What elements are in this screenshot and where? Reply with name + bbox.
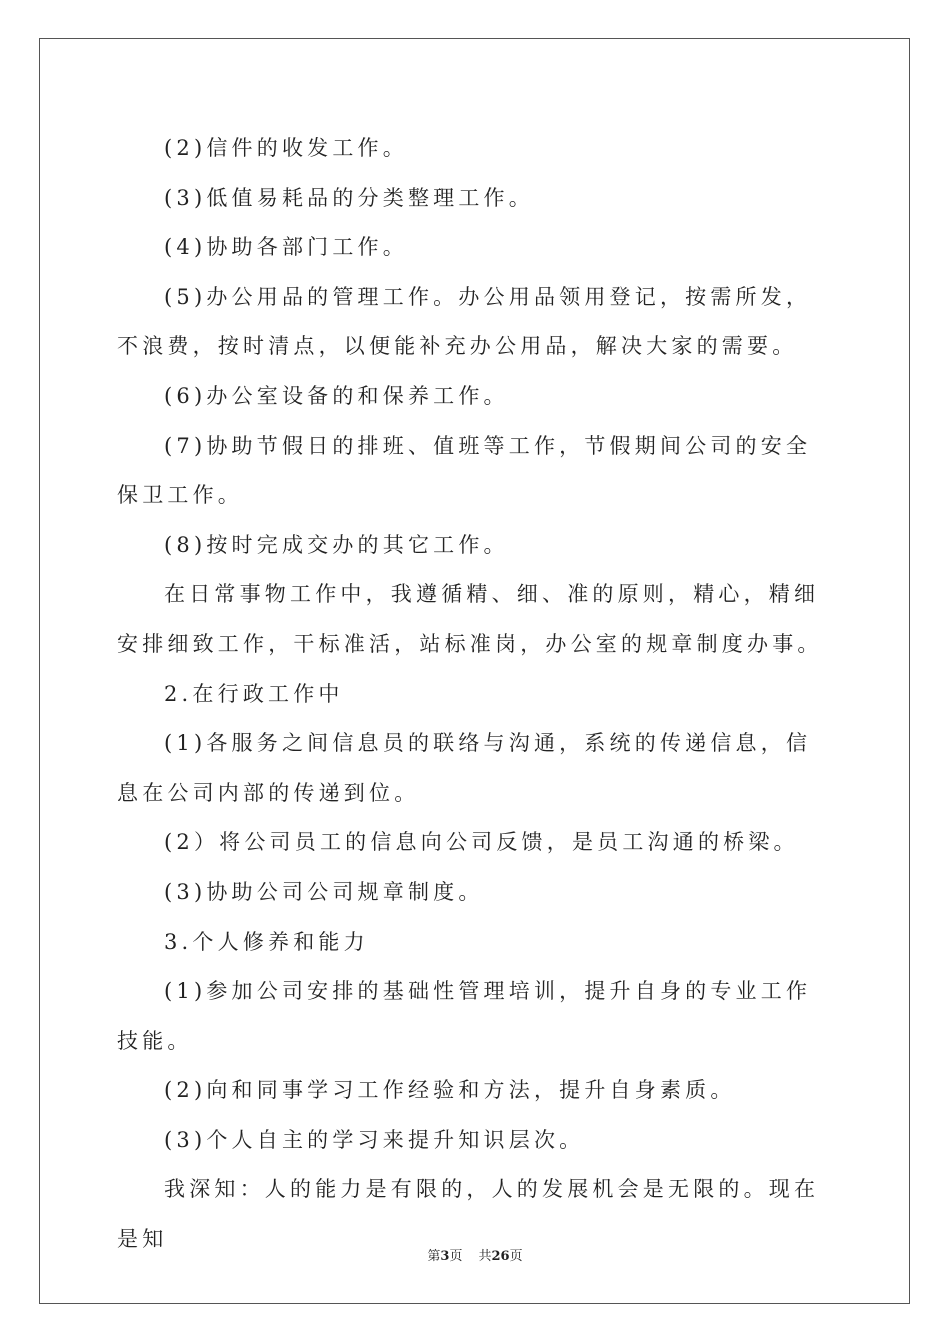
paragraph: (1)各服务之间信息员的联络与沟通，系统的传递信息，信息在公司内部的传递到位。 — [117, 731, 812, 805]
paragraph: (2)向和同事学习工作经验和方法，提升自身素质。 — [164, 1078, 736, 1103]
paragraph: (2）将公司员工的信息向公司反馈，是员工沟通的桥梁。 — [164, 830, 799, 855]
paragraph: 在日常事物工作中，我遵循精、细、准的原则，精心，精细安排细致工作，干标准活，站标准岗，办公室的规章制度办事。 — [117, 582, 823, 656]
paragraph: 我深知：人的能力是有限的，人的发展机会是无限的。现在是知 — [117, 1177, 820, 1252]
paragraph: (6)办公室设备的和保养工作。 — [164, 383, 509, 408]
paragraph: (8)按时完成交办的其它工作。 — [164, 532, 509, 557]
paragraph: (3)协助公司公司规章制度。 — [164, 879, 484, 904]
section-heading: 2.在行政工作中 — [164, 681, 344, 706]
document-body — [117, 124, 835, 1265]
paragraph: (4)协助各部门工作。 — [164, 235, 408, 260]
paragraph: (1)参加公司安排的基础性管理培训，提升自身的专业工作技能。 — [117, 979, 812, 1053]
total-suffix: 页 — [509, 1249, 523, 1264]
paragraph: (3)低值易耗品的分类整理工作。 — [164, 185, 534, 210]
page-suffix: 页 — [449, 1249, 463, 1264]
paragraph: (7)协助节假日的排班、值班等工作，节假期间公司的安全保卫工作。 — [117, 433, 812, 508]
page-number: 3 — [440, 1249, 450, 1264]
page-prefix: 第 — [427, 1249, 441, 1264]
paragraph: (3)个人自主的学习来提升知识层次。 — [164, 1127, 585, 1152]
paragraph: (5)办公用品的管理工作。办公用品领用登记，按需所发，不浪费，按时清点，以便能补充办公用品，解决大家的需要。 — [117, 284, 812, 359]
page-footer — [0, 1247, 950, 1267]
total-prefix: 共 — [478, 1249, 492, 1264]
total-pages: 26 — [491, 1249, 510, 1264]
section-heading: 3.个人修养和能力 — [164, 929, 369, 954]
paragraph: (2)信件的收发工作。 — [164, 136, 408, 160]
